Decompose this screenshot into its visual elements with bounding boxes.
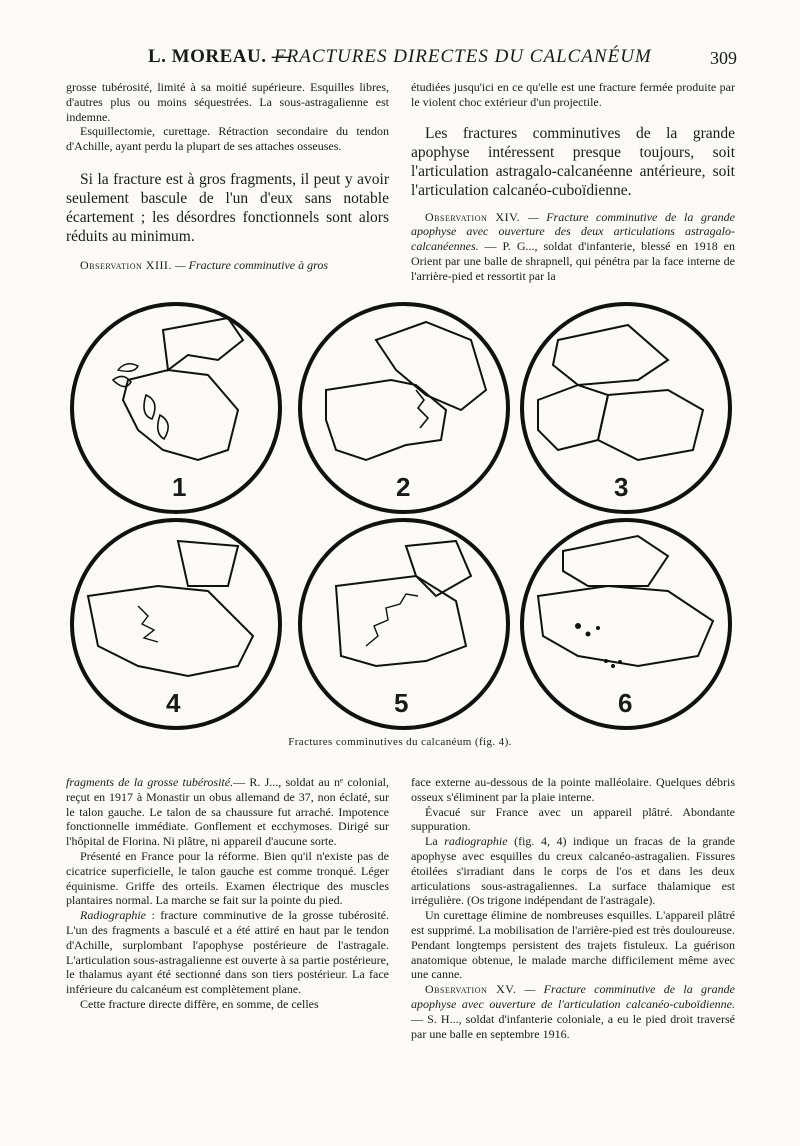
observation-text: — R. J..., soldat au nᵉ colonial, reçut en 1917 à Monastir un obus allemand de 37, non éclaté, sur le talon gauche. Le talon de sa chaussure fut arraché. Impotence fonctionnelle immédiate. Gonflement et ecchymoses. Dirigé sur l'hôpital de Florina. Ni plâtre, ni appareil d'aucune sorte. (66, 775, 389, 849)
radiograph-2 (296, 300, 512, 516)
figure-caption: Fractures comminutives du calcanéum (fig. 4). (288, 736, 512, 748)
radiographie-text: (fig. 4, 4) indique un fracas de la grande apophyse avec esquilles du creux calcanéo-astragalien. Fissures étoilées s'irradiant dans le corps de l'os et dans les deux articulations sous-astragaliennes. La surface thalamique est irrégulière. (Os trigone indépendant de l'astragale). (411, 834, 736, 908)
paragraph: Esquillectomie, curettage. Rétraction secondaire du tendon d'Achille, ayant perdu la plupart de ses attaches osseuses. (66, 124, 389, 154)
paragraph: Cette fracture directe diffère, en somme, de celles (80, 996, 319, 1011)
paragraph (411, 834, 735, 908)
page-number: 309 (710, 48, 737, 68)
figure-label-2: 2 (396, 472, 411, 502)
observation-label: Observation XV. (425, 982, 517, 997)
observation-heading (66, 258, 389, 273)
observation-label: Observation XIV. (425, 209, 521, 224)
running-header (0, 46, 800, 76)
header-title: FRACTURES DIRECTES DU CALCANÉUM (274, 46, 652, 67)
paragraph (66, 775, 389, 849)
radiograph-1 (68, 300, 284, 516)
radiograph-4 (68, 516, 284, 732)
observation-text: — P. G..., soldat d'infanterie, blessé en 1918 en Orient par une balle de shrapnell, qui pénétra par la face interne de l'arrière-pied et ressortit par la (411, 239, 735, 283)
header-author: L. MOREAU. — (148, 46, 292, 67)
radiographie-label: Radiographie (80, 908, 146, 923)
figure-label-4: 4 (166, 688, 181, 718)
paragraph: Si la fracture est à gros fragments, il peut y avoir seulement bascule de l'un d'eux sans notable écartement ; les désordres fonctionnels sont alors réduits au minimum. (66, 170, 389, 245)
observation-title-continued: fragments de la grosse tubérosité. (66, 775, 234, 789)
figure-label-3: 3 (614, 472, 629, 502)
bottom-right-column (411, 775, 735, 1041)
radiograph-figure (60, 296, 750, 726)
observation-title: — Fracture comminutive à gros (171, 257, 329, 272)
radiograph-5 (296, 516, 512, 732)
paragraph: Évacué sur France avec un appareil plâtré. Abondante suppuration. (411, 804, 735, 834)
paragraph (66, 908, 389, 997)
paragraph: face externe au-dessous de la pointe malléolaire. Quelques débris osseux s'éliminent par la plaie interne. (411, 775, 735, 804)
paragraph: étudiées jusqu'ici en ce qu'elle est une fracture fermée produite par le violent choc extérieur d'un projectile. (411, 80, 735, 109)
figure-label-1: 1 (172, 472, 187, 502)
paragraph: Les fractures comminutives de la grande apophyse intéressent presque toujours, soit l'articulation astragalo-calcanéenne antérieure, soit l'articulation calcanéo-cuboïdienne. (411, 124, 735, 199)
paragraph: grosse tubérosité, limité à sa moitié supérieure. Esquilles libres, d'autres plus ou moins séquestrées. La sous-astragalienne est indemne. (66, 80, 389, 124)
radiographie-label: radiographie (444, 834, 508, 849)
bottom-left-column (66, 775, 389, 1012)
top-left-column (66, 80, 389, 273)
observation-paragraph (411, 210, 735, 284)
text-fragment: La (425, 834, 445, 849)
radiograph-3 (518, 300, 734, 516)
radiographie-text: : fracture comminutive de la grosse tubérosité. L'un des fragments a basculé et a été attiré en haut par le tendon d'Achille, surplombant l'apophyse postérieure de l'astragale. L'articulation sous-astragalienne est ouverte à sa partie postérieure, le thalamus ayant été sectionné dans son tiers postérieur. La face inférieure du calcanéum est complètement plane. (66, 908, 389, 997)
paragraph: Présenté en France pour la réforme. Bien qu'il n'existe pas de cicatrice superficielle, le talon gauche est comme tronqué. Léger équinisme. Griffe des orteils. Examen électrique des muscles plantaires normal. La marche se fait sur la pointe du pied. (66, 848, 389, 908)
observation-label: Observation XIII. (80, 257, 172, 272)
observation-paragraph (411, 982, 735, 1041)
figure-label-6: 6 (618, 688, 633, 718)
top-right-column (411, 80, 735, 284)
observation-title: — Fracture comminutive de la grande apophyse avec ouverture de l'articulation calcanéo-cuboïdienne. (411, 982, 735, 1011)
observation-title: — Fracture comminutive de la grande apophyse avec ouverture des deux articulations astragalo-calcanéennes. (411, 209, 735, 254)
figure-label-5: 5 (394, 688, 409, 718)
radiograph-6 (518, 516, 734, 732)
paragraph: Un curettage élimine de nombreuses esquilles. L'appareil plâtré est supprimé. La mobilisation de l'arrière-pied est très douloureuse. Pendant longtemps persistent des trajets fistuleux. La guérison anatomique obtenue, le malade marche difficilement même avec une canne. (411, 908, 735, 982)
observation-text: — S. H..., soldat d'infanterie coloniale, a eu le pied droit traversé par une balle en septembre 1916. (411, 1011, 735, 1041)
